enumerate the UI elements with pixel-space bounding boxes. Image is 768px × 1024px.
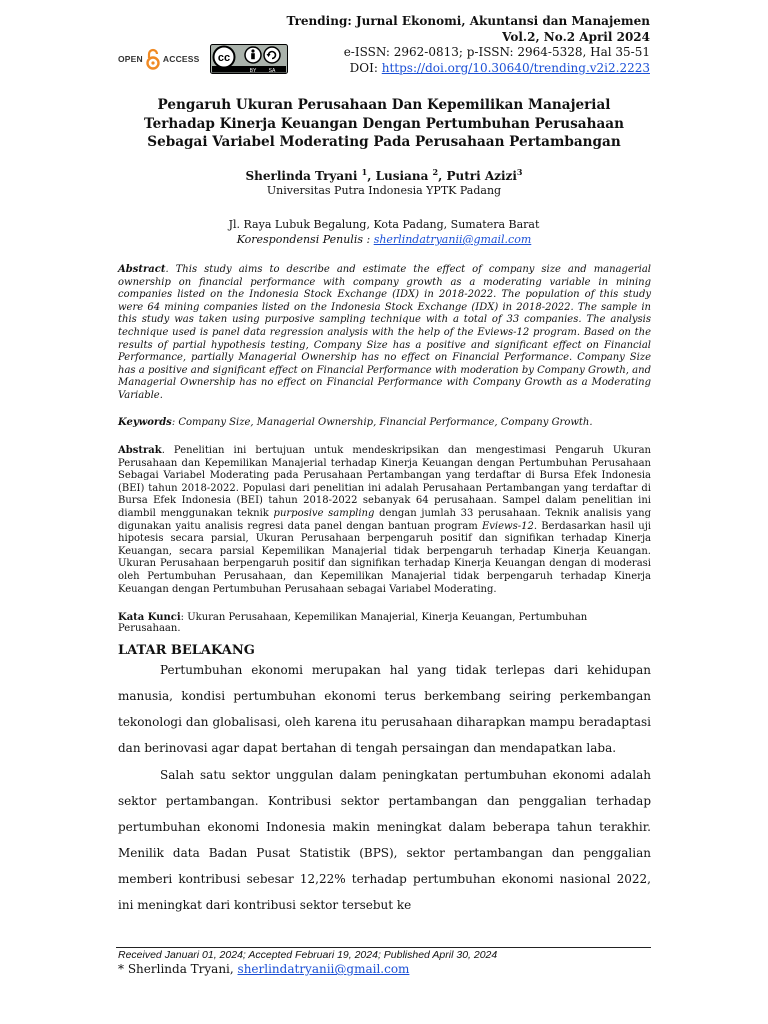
- footer-author-name: * Sherlinda Tryani,: [118, 962, 238, 976]
- affiliation: Universitas Putra Indonesia YPTK Padang: [266, 184, 502, 197]
- footer-author-email[interactable]: sherlindatryanii@gmail.com: [237, 962, 410, 976]
- cc-by-sa-icon: [210, 44, 288, 74]
- abstrak-text: Berdasarkan hasil uji hipotesis secara parsial, Ukuran Perusahaan berpengaruh positif dan signifikan terhadap Kinerja Keuangan, secara parsial Kepemilikan Manajerial tidak berpengaruh terhadap Kinerja Keuangan. Ukuran Perusahaan berpengaruh positif dan signifikan terhadap Kinerja Keuangan dengan di moderasi oleh Pertumbuhan Perusahaan, dan Kepemilikan Manajerial tidak berpengaruh terhadap Kinerja Keuangan dengan Pertumbuhan Perusahaan sebagai Variabel Moderating.: [118, 520, 652, 595]
- kata-kunci-label: Kata Kunci: [118, 612, 181, 623]
- keywords: [118, 417, 651, 428]
- journal-issn: e-ISSN: 2962-0813; p-ISSN: 2964-5328, Hal 35-51: [343, 45, 650, 59]
- author-list: Sherlinda Tryani $^1$, Lusiana $^2$, Putri Azizi$^3$: [245, 167, 523, 183]
- correspondence-label: Korespondensi Penulis :: [236, 233, 374, 246]
- doi-link[interactable]: https://doi.org/10.30640/trending.v2i2.2223: [381, 60, 650, 75]
- address: Jl. Raya Lubuk Begalung, Kota Padang, Sumatera Barat: [228, 218, 540, 231]
- keywords-label: Keywords: [118, 417, 172, 428]
- abstrak-label: Abstrak: [118, 445, 162, 456]
- author-sup: 2: [432, 167, 439, 177]
- logos: [118, 44, 288, 74]
- abstract-label: Abstract: [118, 264, 166, 275]
- doi-label: DOI:: [349, 60, 382, 75]
- body-paragraph: Pertumbuhan ekonomi merupakan hal yang tidak terlepas dari kehidupan manusia, kondisi pertumbuhan ekonomi terus berkembang seiring perkembangan tekonologi dan globalisasi, oleh karena itu perusahaan diharapkan mampu beradaptasi dan berinovasi agar dapat bertahan di tengah persaingan dan mendapatkan laba.: [118, 663, 651, 755]
- svg-text:BY: BY: [249, 68, 256, 74]
- paper-title: Pengaruh Ukuran Perusahaan Dan Kepemilikan Manajerial Terhadap Kinerja Keuangan Dengan Pertumbuhan Perusahaan Sebagai Variabel Moderating Pada Perusahaan Pertambangan: [144, 97, 624, 150]
- abstrak-italic-term: Eviews-12.: [481, 520, 538, 532]
- open-access-logo: [118, 48, 200, 70]
- correspondence: [120, 233, 648, 246]
- footer-divider: [116, 947, 651, 948]
- section-heading: LATAR BELAKANG: [118, 643, 255, 658]
- svg-text:SA: SA: [268, 68, 275, 74]
- abstrak-italic-term: purposive sampling: [273, 507, 375, 519]
- abstrak-text: . Penelitian ini bertujuan untuk mendeskripsikan dan mengestimasi Pengaruh Ukuran Perusahaan dan Kepemilikan Manajerial terhadap Kinerja Keuangan dengan Pertumbuhan Perusahaan Sebagai Variabel Moderating pada Perusahaan Pertambangan yang terdaftar di Bursa Efek Indonesia (BEI) tahun 2018-2022. Populasi dari penelitian ini adalah Perusahaan Pertambangan yang terdaftar di Bursa Efek Indonesia (BEI) tahun 2018-2022 sebanyak 64 perusahaan. Sampel dalam penelitian ini diambil menggunakan teknik: [118, 445, 651, 519]
- footer-author: [118, 962, 409, 976]
- footer-dates: Received Januari 01, 2024; Accepted Februari 19, 2024; Published April 30, 2024: [118, 949, 498, 961]
- abstract-english: [118, 264, 651, 403]
- author-name: Sherlinda Tryani: [245, 169, 358, 183]
- journal-header: [287, 14, 650, 76]
- open-access-left-text: OPEN: [118, 54, 143, 64]
- svg-text:cc: cc: [217, 52, 230, 64]
- open-access-lock-icon: [144, 48, 162, 70]
- keywords-text: : Company Size, Managerial Ownership, Financial Performance, Company Growth.: [171, 417, 593, 428]
- author-sup: 1: [361, 167, 368, 177]
- author-sup: 3: [516, 167, 523, 177]
- kata-kunci: [118, 612, 651, 634]
- journal-doi: [287, 61, 650, 77]
- kata-kunci-text: : Ukuran Perusahaan, Kepemilikan Manajerial, Kinerja Keuangan, Pertumbuhan Perusahaan.: [118, 612, 588, 634]
- abstract-text: . This study aims to describe and estimate the effect of company size and managerial ownership on financial performance with company growth as a moderating variable in mining companies listed on the Indonesia Stock Exchange (IDX) in 2018-2022. The population of this study were 64 mining companies listed on the Indonesia Stock Exchange (IDX) in 2018-2022. The sample in this study was taken using purposive sampling technique with a total of 33 companies. The analysis technique used is panel data regression analysis with the help of the Eviews-12 program. Based on the results of partial hypothesis testing, Company Size has a positive and significant effect on Financial Performance, partially Managerial Ownership has no effect on Financial Performance. Company Size has a positive and significant effect on Financial Performance with moderation by Company Growth, and Managerial Ownership has no effect on Financial Performance with Company Growth as a Moderating Variable.: [118, 264, 651, 401]
- correspondence-email[interactable]: sherlindatryanii@gmail.com: [373, 233, 532, 246]
- abstract-indonesian: [118, 445, 651, 596]
- open-access-right-text: ACCESS: [162, 54, 200, 64]
- author-name: Lusiana: [375, 169, 429, 183]
- body-paragraph: Salah satu sektor unggulan dalam peningkatan pertumbuhan ekonomi adalah sektor pertambangan. Kontribusi sektor pertambangan dan penggalian terhadap pertumbuhan ekonomi Indonesia makin meningkat dalam beberapa tahun terakhir. Menilik data Badan Pusat Statistik (BPS), sektor pertambangan dan penggalian memberi kontribusi sebesar 12,22% terhadap pertumbuhan ekonomi nasional 2022, ini meningkat dari kontribusi sektor tersebut ke: [118, 768, 651, 912]
- abstrak-text: dengan jumlah 33 perusahaan. Teknik analisis yang digunakan yaitu analisis regresi data panel dengan bantuan program: [118, 507, 651, 532]
- author-name: Putri Azizi: [446, 169, 517, 183]
- journal-name: Trending: Jurnal Ekonomi, Akuntansi dan Manajemen: [286, 14, 650, 28]
- journal-volume: Vol.2, No.2 April 2024: [502, 29, 650, 44]
